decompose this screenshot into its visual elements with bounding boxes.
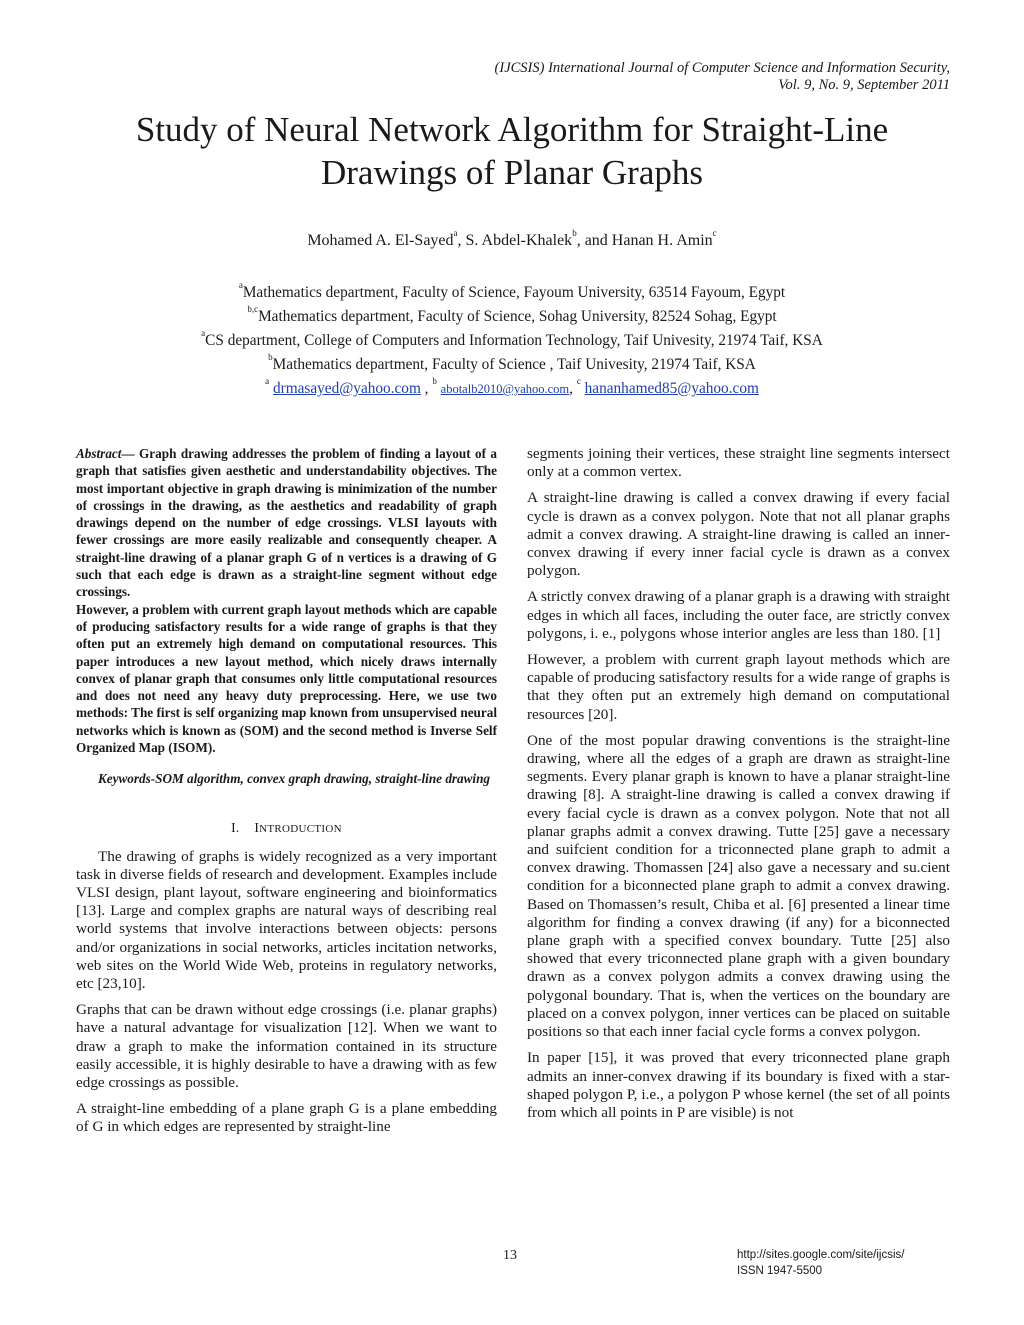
email-separator: ,: [569, 380, 577, 397]
author-name: Hanan H. Amin: [611, 232, 713, 249]
journal-name: (IJCSIS) International Journal of Computer Science and Information Security,: [494, 60, 950, 76]
paragraph: The drawing of graphs is widely recognized as a very important task in diverse fields of research and development. Examples include VLSI design, plant layout, software engineering and bioinformatics [13]. Large and complex graphs are natural ways of describing real world systems that involve interactions between objects: persons and/or organizations in social networks, articles incitation networks, web sites on the World Wide Web, proteins in regulatory networks, etc [23,10].: [76, 847, 497, 993]
email-separator: ,: [420, 380, 433, 397]
paragraph: However, a problem with current graph layout methods which are capable of producing satisfactory results for a wide range of graphs is that they often put an extremely high demand on computational resources [20].: [527, 651, 950, 723]
paragraph: segments joining their vertices, these straight line segments intersect only at a common vertex.: [527, 445, 950, 481]
email-link[interactable]: hananhamed85@yahoo.com: [584, 380, 759, 397]
paragraph: Graphs that can be drawn without edge crossings (i.e. planar graphs) have a natural advantage for visualization [12]. When we want to draw a graph to make the information contained in its structure easily accessible, it is highly desirable to have a drawing with as few edge crossings as possible.: [76, 1001, 497, 1092]
paper-title: [0, 108, 1024, 194]
title-line-2: Drawings of Planar Graphs: [321, 153, 703, 192]
affiliation-marker: b,c: [247, 304, 259, 314]
author-affiliation-marker: b: [572, 228, 577, 238]
abstract-label: Abstract: [76, 446, 122, 461]
affiliation-marker: a: [201, 328, 206, 338]
paragraph: A straight-line drawing is called a convex drawing if every facial cycle is drawn as a convex polygon. Note that not all planar graphs admit a convex drawing. A straight-line drawing is called an inner-convex drawing if every inner facial cycle is drawn as a convex polygon.: [527, 489, 950, 580]
affiliation-text: CS department, College of Computers and Information Technology, Taif Univesity, 21974 Taif, KSA: [205, 332, 823, 349]
section-title-rest: NTRODUCTION: [259, 822, 342, 835]
paragraph: A strictly convex drawing of a planar graph is a drawing with straight edges in which all faces, including the outer face, are strictly convex polygons, i. e., polygons whose interior angles are less than 180. [1]: [527, 588, 950, 642]
section-heading-introduction: [76, 820, 497, 836]
journal-header: [495, 60, 950, 94]
paragraph: In paper [15], it was proved that every triconnected plane graph admits an inner-convex drawing if its boundary is fixed with a star-shaped polygon P, i.e., a polygon P whose kernel (the set of all points from which all points in P are visible) is not: [527, 1049, 950, 1121]
abstract-paragraph-1: Graph drawing addresses the problem of finding a layout of a graph that satisfies given aesthetic and understandability objectives. The most important objective in graph drawing is minimization of the number of crossings in the drawing, as the aesthetics and readability of graph drawings depend on the number of edge crossings. VLSI layouts with fewer crossings are more easily realizable and consequently cheaper. A straight-line drawing of a planar graph G of n vertices is a drawing of G such that each edge is drawn as a straight-line segment without edge crossings.: [76, 446, 498, 600]
right-column: [527, 445, 950, 1130]
left-column: [76, 445, 497, 1145]
paragraph: One of the most popular drawing conventions is the straight-line drawing, where all the edges of a graph are drawn as straight-line segments. Every planar graph is known to have a planar straight-line drawing [8]. A straight-line drawing is called a convex drawing if every facial cycle is drawn as a convex polygon. Note that not all planar graphs admit a convex drawing. Tutte [25] gave a necessary and suifcient condition for a triconnected plane graph to admit a convex drawing. Thomassen [24] also gave a necessary and su.cient condition for a biconnected plane graph to admit a convex drawing. Based on Thomassen’s result, Chiba et al. [6] presented a linear time algorithm for finding a convex drawing (if any) for a biconnected plane graph with a specified convex boundary. Tutte [25] also showed that every triconnected plane graph with a given boundary drawn as a convex polygon admits a convex drawing using the polygonal boundary. That is, when the vertices on the boundary are placed on a convex polygon, inner vertices can be placed on suitable positions so that each inner facial cycle forms a convex polygon.: [527, 731, 950, 1041]
author-list: [0, 228, 1024, 250]
affiliations: [0, 281, 1024, 401]
email-link[interactable]: abotalb2010@yahoo.com: [440, 382, 570, 396]
email-line: [0, 377, 1024, 401]
affiliation-line: [0, 305, 1024, 329]
affiliation-text: Mathematics department, Faculty of Science, Fayoum University, 63514 Fayoum, Egypt: [242, 284, 786, 301]
email-marker: b: [432, 376, 437, 386]
affiliation-text: Mathematics department, Faculty of Science, Sohag University, 82524 Sohag, Egypt: [258, 308, 777, 325]
journal-volume: Vol. 9, No. 9, September 2011: [778, 77, 950, 93]
affiliation-text: Mathematics department, Faculty of Science , Taif Univesity, 21974 Taif, KSA: [272, 356, 756, 373]
email-marker: a: [265, 376, 270, 386]
footer: [737, 1247, 904, 1279]
abstract-dash: —: [121, 446, 140, 461]
footer-issn: ISSN 1947-5500: [737, 1265, 823, 1277]
author-name: Mohamed A. El-Sayed: [307, 232, 454, 249]
affiliation-line: [0, 353, 1024, 377]
affiliation-marker: a: [238, 280, 243, 290]
author-separator: ,: [457, 232, 466, 249]
author-name: S. Abdel-Khalek: [465, 232, 573, 249]
author-affiliation-marker: c: [712, 228, 717, 238]
keywords: Keywords-SOM algorithm, convex graph drawing, straight-line drawing: [98, 771, 491, 787]
abstract: [76, 445, 497, 601]
footer-url[interactable]: http://sites.google.com/site/ijcsis/: [737, 1249, 905, 1261]
affiliation-line: [0, 329, 1024, 353]
page-number: 13: [503, 1248, 517, 1263]
affiliation-line: [0, 281, 1024, 305]
paragraph: A straight-line embedding of a plane graph G is a plane embedding of G in which edges are represented by straight-line: [76, 1100, 497, 1136]
email-marker: c: [576, 376, 581, 386]
section-number: I.: [231, 819, 240, 835]
author-affiliation-marker: a: [453, 228, 458, 238]
affiliation-marker: b: [268, 352, 273, 362]
email-link[interactable]: drmasayed@yahoo.com: [272, 380, 421, 397]
title-line-1: Study of Neural Network Algorithm for Straight-Line: [135, 110, 889, 149]
abstract-paragraph-2: However, a problem with current graph layout methods which are capable of producing satisfactory results for a wide range of graphs is that they often put an extremely high demand on computational resources. This paper introduces a new layout method, which nicely draws internally convex of planar graph that consumes only little computational resources and does not need any heavy duty preprocessing. Here, we use two methods: The first is self organizing map known from unsupervised neural networks which is known as (SOM) and the second method is Inverse Self Organized Map (ISOM).: [76, 601, 497, 756]
left-body: [76, 848, 497, 1137]
author-separator: , and: [576, 232, 612, 249]
section-initial: I: [254, 819, 260, 835]
